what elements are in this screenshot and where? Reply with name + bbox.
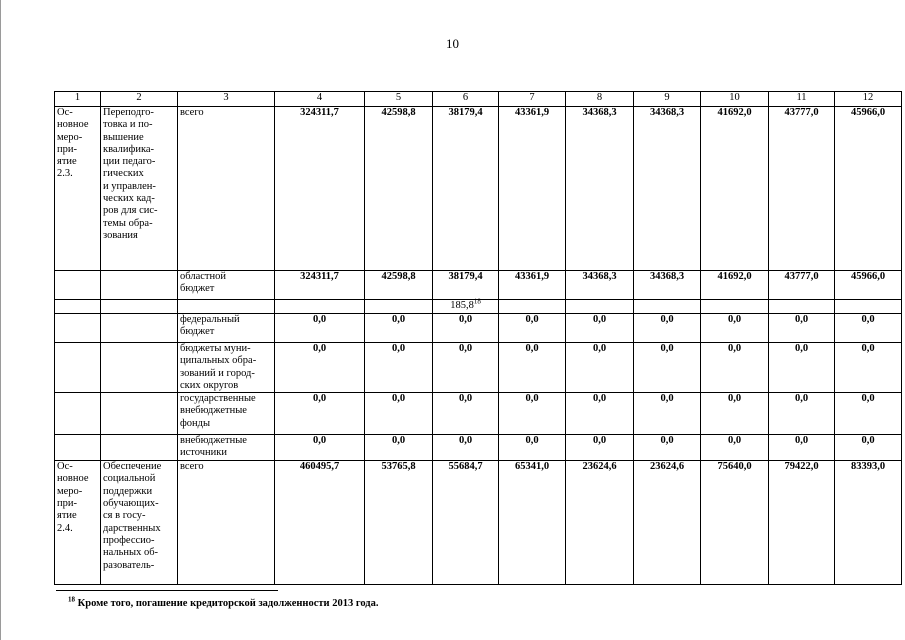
- empty-cell: [55, 343, 101, 393]
- value-cell: 0,0: [566, 393, 634, 435]
- value-cell: 43777,0: [769, 271, 835, 300]
- value-cell: 23624,6: [634, 461, 701, 585]
- note-value: 185,8: [450, 300, 474, 311]
- header-cell: 3: [178, 92, 275, 107]
- value-cell: 65341,0: [499, 461, 566, 585]
- funding-source-cell: всего: [178, 107, 275, 271]
- empty-cell: [178, 300, 275, 314]
- value-cell: 45966,0: [835, 107, 902, 271]
- empty-cell: [701, 300, 769, 314]
- value-cell: 0,0: [835, 343, 902, 393]
- empty-cell: [55, 393, 101, 435]
- empty-cell: [499, 300, 566, 314]
- header-cell: 7: [499, 92, 566, 107]
- empty-cell: [55, 271, 101, 300]
- measure-name-cell: Переподго- товка и по- вышение квалифика- ции педаго- гических и управлен- ческих кад- ров для сис- темы обра- зования: [101, 107, 178, 271]
- header-cell: 12: [835, 92, 902, 107]
- value-cell: 0,0: [701, 435, 769, 461]
- header-cell: 10: [701, 92, 769, 107]
- value-cell: 0,0: [499, 343, 566, 393]
- value-cell: 79422,0: [769, 461, 835, 585]
- value-cell: 0,0: [566, 314, 634, 343]
- value-cell: 0,0: [634, 393, 701, 435]
- funding-source-cell: государственные внебюджетные фонды: [178, 393, 275, 435]
- value-cell: 324311,7: [275, 107, 365, 271]
- footnote-ref: 18: [473, 297, 481, 306]
- funding-source-cell: всего: [178, 461, 275, 585]
- value-cell: 0,0: [499, 314, 566, 343]
- value-cell: 34368,3: [566, 271, 634, 300]
- header-cell: 5: [365, 92, 433, 107]
- value-cell: 45966,0: [835, 271, 902, 300]
- funding-source-cell: федеральный бюджет: [178, 314, 275, 343]
- value-cell: 34368,3: [634, 271, 701, 300]
- footnote: [68, 595, 379, 609]
- value-cell: 0,0: [275, 393, 365, 435]
- value-cell: 0,0: [701, 393, 769, 435]
- table-row: [55, 435, 902, 461]
- value-cell: 43361,9: [499, 271, 566, 300]
- note-value-cell: [433, 297, 499, 314]
- empty-cell: [101, 393, 178, 435]
- empty-cell: [101, 343, 178, 393]
- value-cell: 43777,0: [769, 107, 835, 271]
- value-cell: 0,0: [701, 314, 769, 343]
- budget-table: [54, 91, 902, 585]
- header-cell: 9: [634, 92, 701, 107]
- header-cell: 8: [566, 92, 634, 107]
- value-cell: 0,0: [275, 314, 365, 343]
- value-cell: 41692,0: [701, 271, 769, 300]
- measure-number-cell: Ос- новное меро- при- ятие 2.3.: [55, 107, 101, 271]
- measure-number-cell: Ос- новное меро- при- ятие 2.4.: [55, 461, 101, 585]
- value-cell: 83393,0: [835, 461, 902, 585]
- empty-cell: [275, 300, 365, 314]
- header-cell: 2: [101, 92, 178, 107]
- value-cell: 0,0: [566, 435, 634, 461]
- empty-cell: [101, 271, 178, 300]
- value-cell: 0,0: [499, 435, 566, 461]
- value-cell: 0,0: [275, 435, 365, 461]
- value-cell: 0,0: [701, 343, 769, 393]
- value-cell: 0,0: [835, 314, 902, 343]
- value-cell: 38179,4: [433, 107, 499, 271]
- funding-source-cell: областной бюджет: [178, 271, 275, 300]
- value-cell: 0,0: [769, 314, 835, 343]
- header-cell: 1: [55, 92, 101, 107]
- value-cell: 43361,9: [499, 107, 566, 271]
- table-row: [55, 461, 902, 585]
- page-number: 10: [446, 36, 459, 51]
- measure-name-cell: Обеспечение социальной поддержки обучающих- ся в госу- дарственных профессио- нальных об- разователь-: [101, 461, 178, 585]
- header-cell: 11: [769, 92, 835, 107]
- page-edge-line: [0, 0, 1, 640]
- value-cell: 0,0: [365, 393, 433, 435]
- value-cell: 0,0: [499, 393, 566, 435]
- value-cell: 0,0: [769, 393, 835, 435]
- table-row-note: [55, 300, 902, 314]
- value-cell: 0,0: [566, 343, 634, 393]
- value-cell: 0,0: [433, 343, 499, 393]
- empty-cell: [769, 300, 835, 314]
- table-row: [55, 107, 902, 271]
- value-cell: 38179,4: [433, 271, 499, 300]
- value-cell: 0,0: [365, 435, 433, 461]
- value-cell: 23624,6: [566, 461, 634, 585]
- footnote-text: Кроме того, погашение кредиторской задолженности 2013 года.: [75, 598, 379, 609]
- value-cell: 0,0: [634, 314, 701, 343]
- value-cell: 0,0: [769, 435, 835, 461]
- value-cell: 0,0: [365, 314, 433, 343]
- table-row: [55, 271, 902, 300]
- value-cell: 75640,0: [701, 461, 769, 585]
- header-cell: 4: [275, 92, 365, 107]
- empty-cell: [101, 314, 178, 343]
- value-cell: 0,0: [433, 314, 499, 343]
- empty-cell: [101, 435, 178, 461]
- empty-cell: [55, 435, 101, 461]
- funding-source-cell: бюджеты муни- ципальных обра- зований и город- ских округов: [178, 343, 275, 393]
- empty-cell: [365, 300, 433, 314]
- header-cell: 6: [433, 92, 499, 107]
- value-cell: 324311,7: [275, 271, 365, 300]
- empty-cell: [101, 300, 178, 314]
- value-cell: 42598,8: [365, 107, 433, 271]
- value-cell: 34368,3: [634, 107, 701, 271]
- empty-cell: [566, 300, 634, 314]
- table-row: [55, 343, 902, 393]
- table-row: [55, 393, 902, 435]
- empty-cell: [634, 300, 701, 314]
- empty-cell: [55, 314, 101, 343]
- footnote-mark: 18: [68, 595, 75, 604]
- empty-cell: [835, 300, 902, 314]
- footnote-rule: [56, 590, 278, 591]
- value-cell: 0,0: [835, 393, 902, 435]
- table-row: [55, 314, 902, 343]
- empty-cell: [55, 300, 101, 314]
- value-cell: 0,0: [433, 435, 499, 461]
- value-cell: 0,0: [634, 435, 701, 461]
- value-cell: 34368,3: [566, 107, 634, 271]
- value-cell: 0,0: [634, 343, 701, 393]
- value-cell: 42598,8: [365, 271, 433, 300]
- funding-source-cell: внебюджетные источники: [178, 435, 275, 461]
- value-cell: 0,0: [365, 343, 433, 393]
- value-cell: 53765,8: [365, 461, 433, 585]
- value-cell: 55684,7: [433, 461, 499, 585]
- value-cell: 41692,0: [701, 107, 769, 271]
- value-cell: 0,0: [275, 343, 365, 393]
- table-header-row: [55, 92, 902, 107]
- value-cell: 0,0: [769, 343, 835, 393]
- value-cell: 0,0: [433, 393, 499, 435]
- value-cell: 460495,7: [275, 461, 365, 585]
- value-cell: 0,0: [835, 435, 902, 461]
